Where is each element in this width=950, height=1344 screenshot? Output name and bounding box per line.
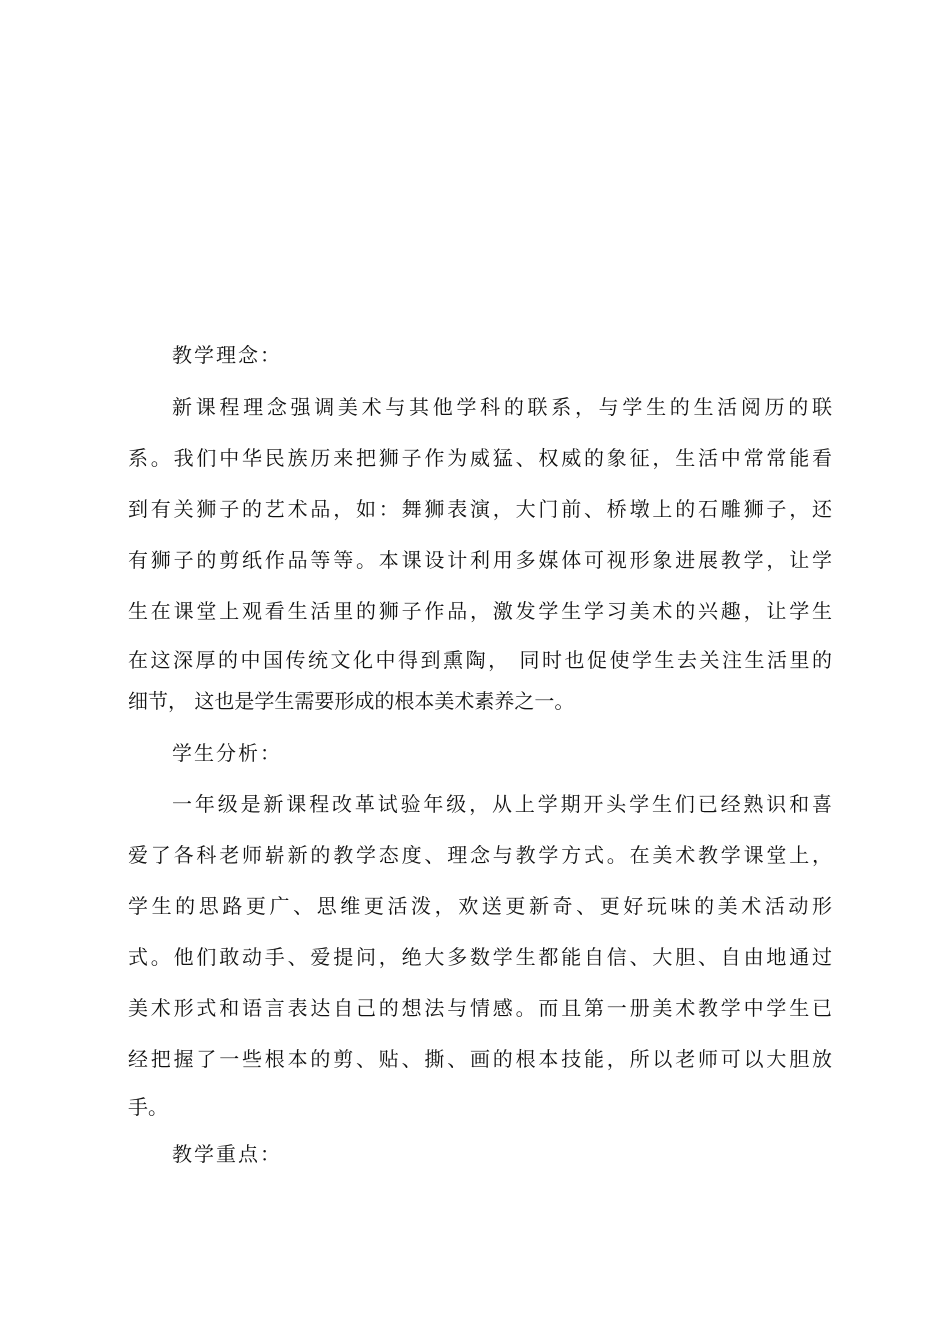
paragraph-line: 爱了各科老师崭新的教学态度、理念与教学方式。在美术教学课堂上， [128, 843, 832, 867]
paragraph-line: 式。他们敢动手、爱提问，绝大多数学生都能自信、大胆、自由地通过 [128, 945, 832, 969]
section-heading-teaching-concept: 教学理念： [172, 343, 282, 367]
paragraph-line: 一年级是新课程改革试验年级，从上学期开头学生们已经熟识和喜 [172, 792, 832, 816]
paragraph-line: 到有关狮子的艺术品，如：舞狮表演，大门前、桥墩上的石雕狮子，还 [128, 497, 832, 521]
paragraph-line: 有狮子的剪纸作品等等。本课设计利用多媒体可视形象进展教学，让学 [128, 548, 832, 572]
paragraph-line: 在这深厚的中国传统文化中得到熏陶， 同时也促使学生去关注生活里的 [128, 648, 832, 672]
paragraph-line: 新课程理念强调美术与其他学科的联系，与学生的生活阅历的联 [172, 395, 832, 419]
paragraph-line: 系。我们中华民族历来把狮子作为威猛、权威的象征，生活中常常能看 [128, 446, 832, 470]
paragraph-line: 细节， 这也是学生需要形成的根本美术素养之一。 [128, 689, 575, 713]
paragraph-line: 经把握了一些根本的剪、贴、撕、画的根本技能，所以老师可以大胆放 [128, 1047, 832, 1071]
section-heading-student-analysis: 学生分析： [172, 741, 282, 765]
paragraph-line: 美术形式和语言表达自己的想法与情感。而且第一册美术教学中学生已 [128, 996, 832, 1020]
paragraph-line: 学生的思路更广、思维更活泼，欢送更新奇、更好玩味的美术活动形 [128, 894, 832, 918]
section-heading-teaching-focus: 教学重点： [172, 1142, 282, 1166]
paragraph-line: 生在课堂上观看生活里的狮子作品，激发学生学习美术的兴趣，让学生 [128, 599, 832, 623]
paragraph-line: 手。 [128, 1095, 168, 1119]
